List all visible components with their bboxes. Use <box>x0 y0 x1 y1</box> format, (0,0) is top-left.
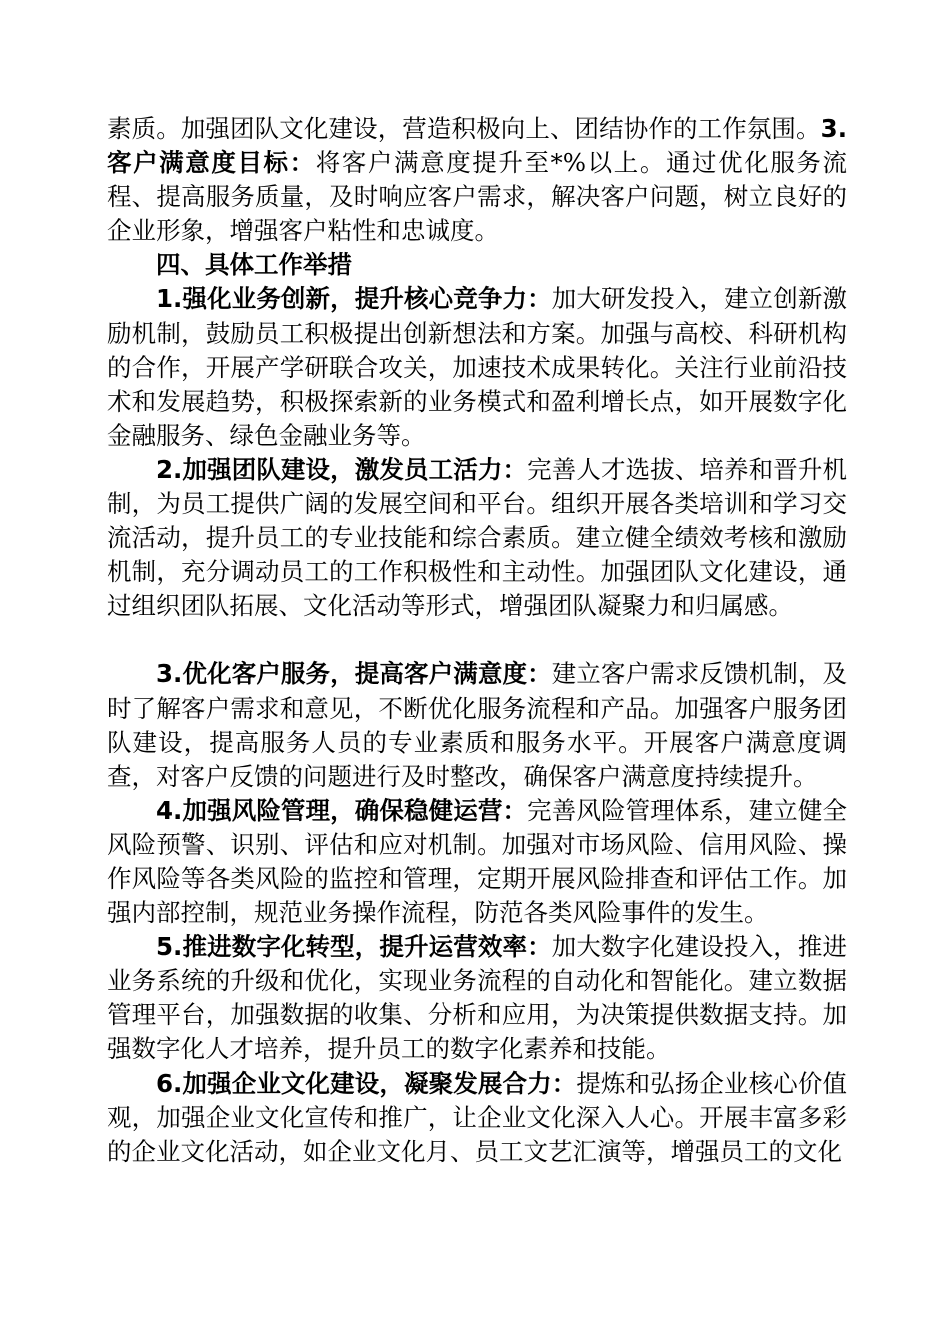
paragraph-continued <box>107 112 847 248</box>
measure-title-4: 4.加强风险管理，确保稳健运营： <box>156 795 528 825</box>
measure-paragraph-1 <box>107 282 847 452</box>
measure-paragraph-6 <box>107 1067 847 1169</box>
measure-text-6: 提炼和弘扬企业核心价值观，加强企业文化宣传和推广，让企业文化深入人心。开展丰富多彩的企业文化活动，如企业文化月、员工文艺汇演等，增强员工的文化 <box>107 1068 848 1166</box>
document-page <box>107 112 847 1169</box>
paragraph-lead-text: 素质。加强团队文化建设，营造积极向上、团结协作的工作氛围。 <box>107 114 821 143</box>
measure-title-3: 3.优化客户服务，提高客户满意度： <box>156 659 552 689</box>
measure-text-3: 建立客户需求反馈机制，及时了解客户需求和意见，不断优化服务流程和产品。加强客户服务团队建设，提高服务人员的专业素质和服务水平。开展客户满意度调查，对客户反馈的问题进行及时整改，确保客户满意度持续提升。 <box>107 659 847 791</box>
measure-title-1: 1.强化业务创新，提升核心竞争力： <box>156 284 552 314</box>
section-heading <box>107 248 847 282</box>
measure-text-1: 加大研发投入，建立创新激励机制，鼓励员工积极提出创新想法和方案。加强与高校、科研机构的合作，开展产学研联合攻关，加速技术成果转化。关注行业前沿技术和发展趋势，积极探索新的业务模式和盈利增长点，如开展数字化金融服务、绿色金融业务等。 <box>107 284 847 450</box>
measure-text-4: 完善风险管理体系，建立健全风险预警、识别、评估和应对机制。加强对市场风险、信用风险、操作风险等各类风险的监控和管理，定期开展风险排查和评估工作。加强内部控制，规范业务操作流程，防范各类风险事件的发生。 <box>107 795 848 928</box>
measure-text-5: 加大数字化建设投入，推进业务系统的升级和优化，实现业务流程的自动化和智能化。建立数据管理平台，加强数据的收集、分析和应用，为决策提供数据支持。加强数字化人才培养，提升员工的数字化素养和技能。 <box>107 932 847 1064</box>
measure-paragraph-4 <box>107 794 847 930</box>
section-heading-text: 四、具体工作举措 <box>156 250 352 280</box>
measure-paragraph-2 <box>107 453 847 623</box>
customer-satisfaction-goal-title: 3.客户满意度目标： <box>107 114 847 178</box>
measure-text-2: 完善人才选拔、培养和晋升机制，为员工提供广阔的发展空间和平台。组织开展各类培训和学习交流活动，提升员工的专业技能和综合素质。建立健全绩效考核和激励机制，充分调动员工的工作积极性和主动性。加强团队文化建设，通过组织团队拓展、文化活动等形式，增强团队凝聚力和归属感。 <box>107 454 848 621</box>
measure-title-6: 6.加强企业文化建设，凝聚发展合力： <box>156 1068 577 1098</box>
measure-paragraph-3 <box>107 657 847 793</box>
measure-title-5: 5.推进数字化转型，提升运营效率： <box>156 932 552 962</box>
measure-paragraph-5 <box>107 930 847 1066</box>
customer-satisfaction-goal-text: 将客户满意度提升至*%以上。通过优化服务流程、提高服务质量，及时响应客户需求，解决客户问题，树立良好的企业形象，增强客户粘性和忠诚度。 <box>107 148 847 246</box>
measure-title-2: 2.加强团队建设，激发员工活力： <box>156 454 528 484</box>
